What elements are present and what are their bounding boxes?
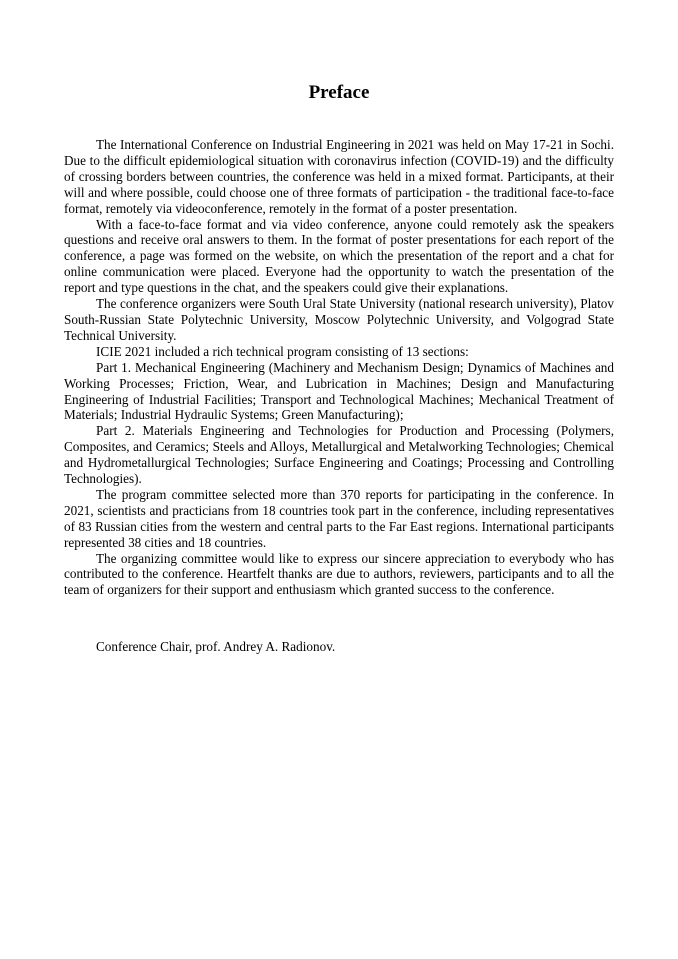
signature-line: Conference Chair, prof. Andrey A. Radionov.: [96, 639, 336, 654]
paragraph-part-1: Part 1. Mechanical Engineering (Machinery and Mechanism Design; Dynamics of Machines and Working Processes; Friction, Wear, and Lubrication in Machines; Design and Manufacturing Engineering of Industrial Facilities; Transport and Technological Machines; Mechanical Treatment of Materials; Industrial Hydraulic Systems; Green Manufacturing);: [64, 359, 614, 423]
paragraph-program-intro: ICIE 2021 included a rich technical program consisting of 13 sections:: [96, 343, 469, 359]
paragraph-participation-stats: The program committee selected more than 370 reports for participating in the conference. In 2021, scientists and practicians from 18 countries took part in the conference, including representatives of 83 Russian cities from the western and central parts to the Far East regions. International participants represented 38 cities and 18 countries.: [64, 486, 614, 550]
paragraph-organizers: The conference organizers were South Ural State University (national research university), Platov South-Russian State Polytechnic University, Moscow Polytechnic University, and Volgograd State Technical University.: [64, 296, 614, 343]
page-title: Preface: [308, 82, 370, 103]
preface-body: [64, 137, 614, 598]
paragraph-acknowledgements: The organizing committee would like to express our sincere appreciation to everybody who has contributed to the conference. Heartfelt thanks are due to authors, reviewers, participants and to all the team of organizers for their support and enthusiasm which granted success to the conference.: [64, 550, 614, 598]
paragraph-part-2: Part 2. Materials Engineering and Technologies for Production and Processing (Polymers, Composites, and Ceramics; Steels and Alloys, Metallurgical and Metalworking Technologies; Chemical and Hydrometallurgical Technologies; Surface Engineering and Coatings; Processing and Controlling Technologies).: [64, 423, 614, 487]
paragraph-participation-formats: With a face-to-face format and via video conference, anyone could remotely ask the speakers questions and receive oral answers to them. In the format of poster presentations for each report of the conference, a page was formed on the website, on which the presentation of the report and a chat for online communication were placed. Everyone had the opportunity to watch the presentation of the report and type questions in the chat, and the speakers could give their explanations.: [64, 216, 614, 296]
paragraph-conference-overview: The International Conference on Industrial Engineering in 2021 was held on May 17-21 in Sochi. Due to the difficult epidemiological situation with coronavirus infection (COVID-19) and the difficulty of crossing borders between countries, the conference was held in a mixed format. Participants, at their will and where possible, could choose one of three formats of participation - the traditional face-to-face format, remotely via videoconference, remotely in the format of a poster presentation.: [64, 137, 614, 216]
